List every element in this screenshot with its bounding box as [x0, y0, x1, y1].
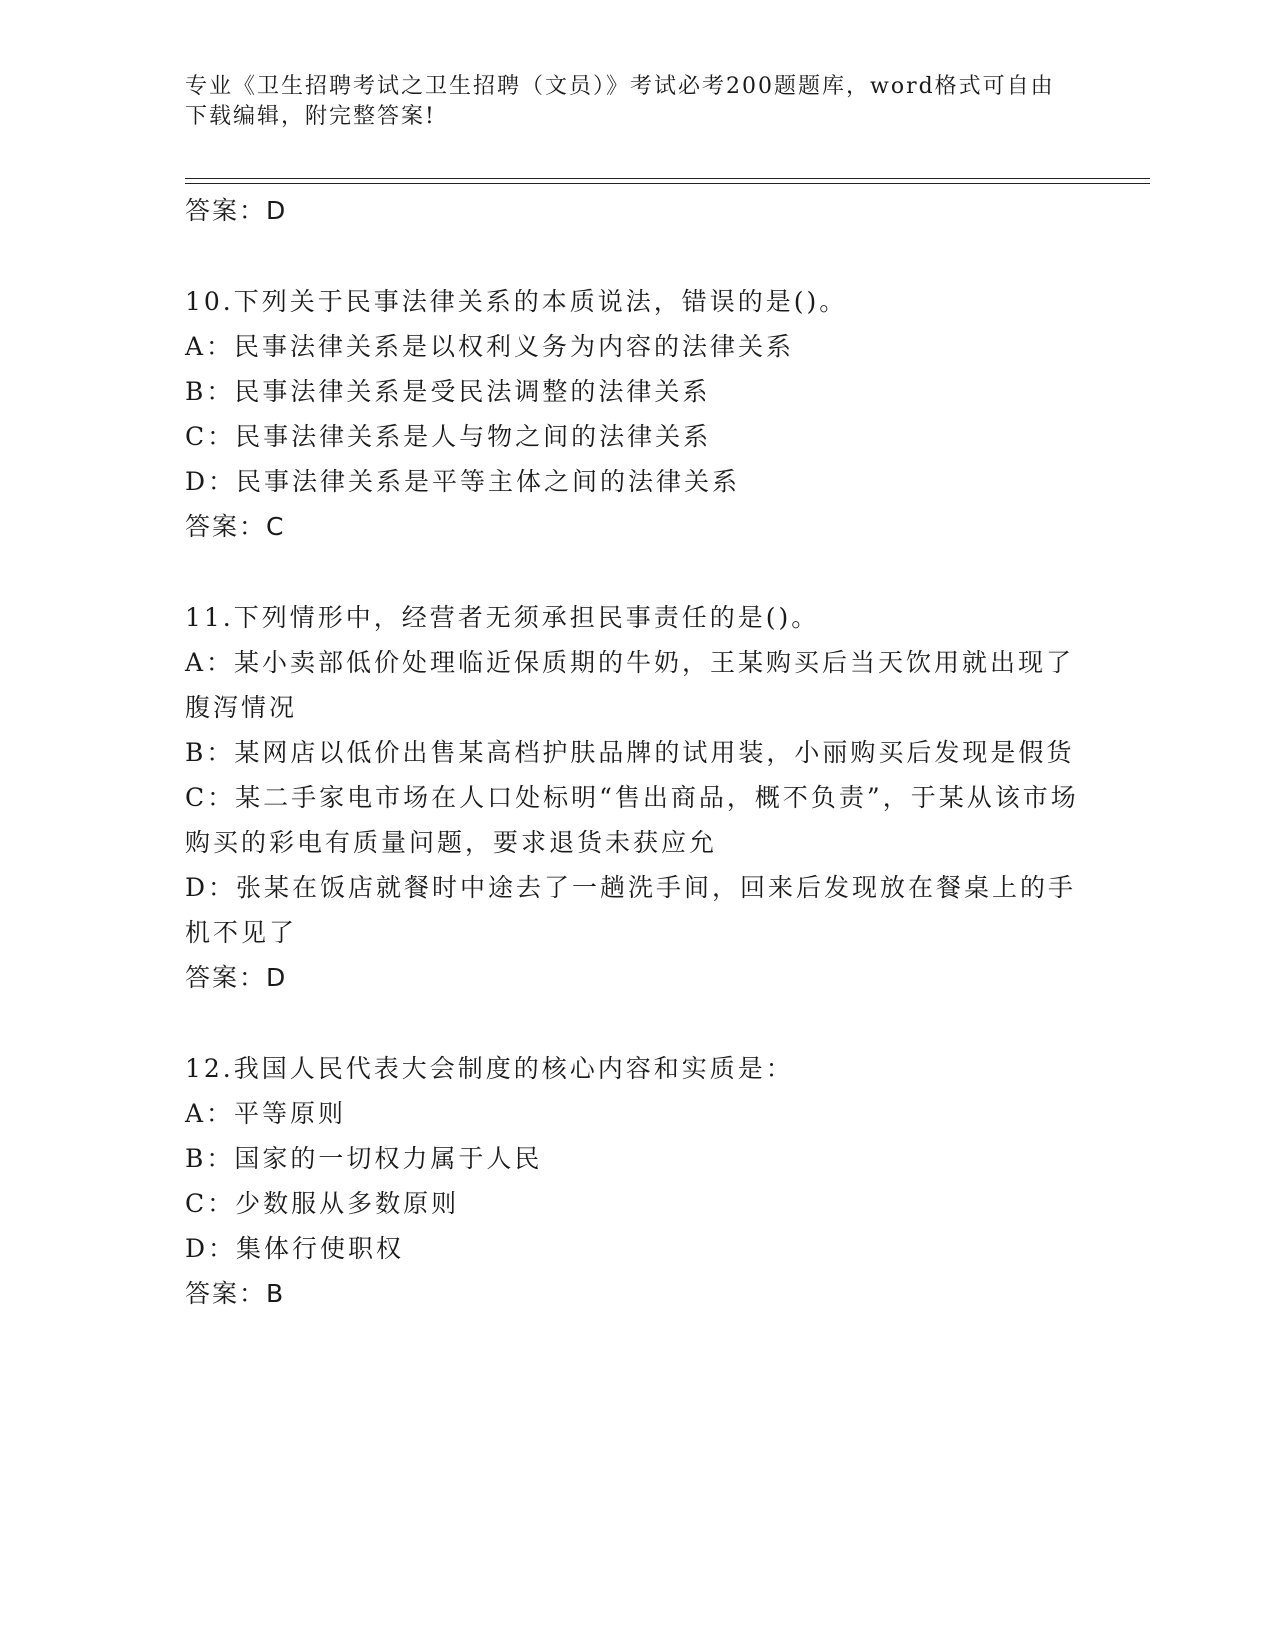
- header-divider-top: [185, 178, 1150, 179]
- answer-line: 答案：B: [185, 1279, 286, 1308]
- question-stem: 11.下列情形中，经营者无须承担民事责任的是()。: [185, 603, 820, 632]
- question-stem: 12.我国人民代表大会制度的核心内容和实质是：: [185, 1054, 794, 1083]
- option-b: B：国家的一切权力属于人民: [185, 1144, 543, 1173]
- option-d: D：张某在饭店就餐时中途去了一趟洗手间，回来后发现放在餐桌上的手机不见了: [185, 873, 1077, 947]
- answer-line: 答案：C: [185, 512, 286, 541]
- question-12: [185, 1046, 1085, 1316]
- option-c: C：少数服从多数原则: [185, 1189, 460, 1218]
- answer-line: 答案：D: [185, 196, 288, 225]
- option-b: B：某网店以低价出售某高档护肤品牌的试用装，小丽购买后发现是假货: [185, 738, 1075, 767]
- option-c: C：某二手家电市场在人口处标明“售出商品，概不负责”，于某从该市场购买的彩电有质量问题，要求退货未获应允: [185, 783, 1079, 857]
- header-divider-bottom: [185, 183, 1150, 184]
- document-content: [185, 188, 1085, 1316]
- question-11: [185, 595, 1085, 1000]
- option-a: A：某小卖部低价处理临近保质期的牛奶，王某购买后当天饮用就出现了腹泻情况: [185, 648, 1075, 722]
- option-a: A：平等原则: [185, 1099, 347, 1128]
- question-10: [185, 279, 1085, 549]
- option-d: D：集体行使职权: [185, 1234, 405, 1263]
- option-d: D：民事法律关系是平等主体之间的法律关系: [185, 467, 741, 496]
- document-header: 专业《卫生招聘考试之卫生招聘（文员）》考试必考200题题库，word格式可自由下载编辑，附完整答案!: [185, 74, 1055, 129]
- option-a: A：民事法律关系是以权利义务为内容的法律关系: [185, 332, 795, 361]
- answer-line: 答案：D: [185, 963, 288, 992]
- option-b: B：民事法律关系是受民法调整的法律关系: [185, 377, 711, 406]
- question-stem: 10.下列关于民事法律关系的本质说法，错误的是()。: [185, 287, 848, 316]
- option-c: C：民事法律关系是人与物之间的法律关系: [185, 422, 712, 451]
